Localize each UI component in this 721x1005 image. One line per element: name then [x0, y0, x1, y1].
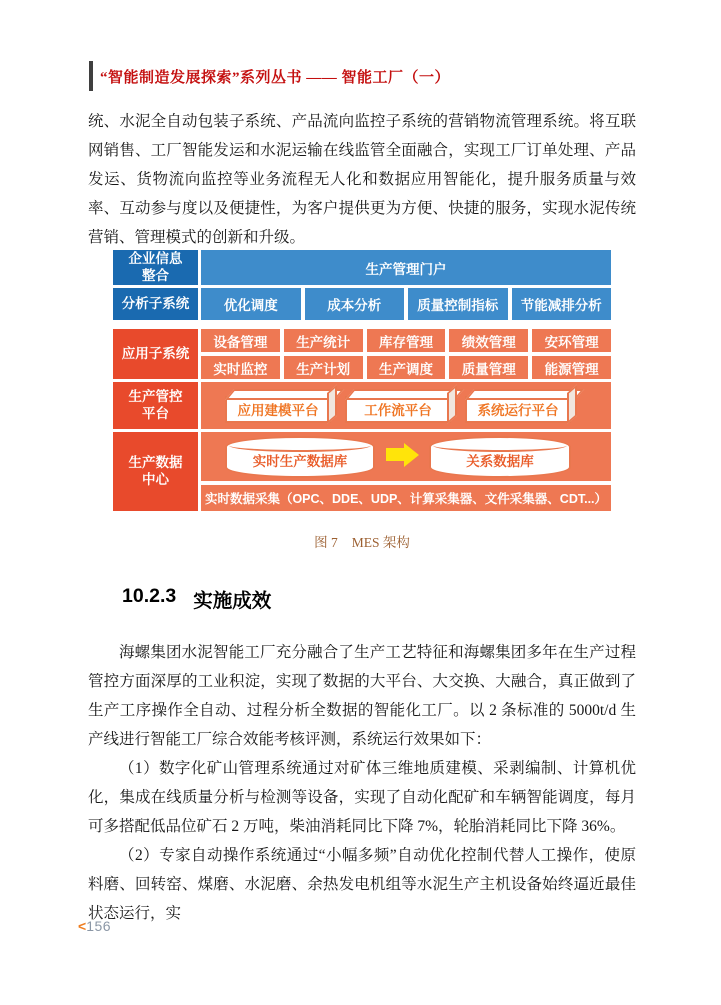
paragraph: （2）专家自动操作系统通过“小幅多频”自动优化控制代替人工操作，使原料磨、回转窑、煤磨、水泥磨、余热发电机组等水泥生产主机设备始终逼近最佳状态运行，实: [88, 847, 636, 922]
footer-marker: <: [78, 918, 87, 934]
header-rule: [89, 61, 93, 91]
body-text-bottom: [88, 638, 636, 928]
box-application: 库存管理: [367, 329, 446, 352]
box-analysis: 成本分析: [305, 288, 405, 320]
figure-caption: [88, 531, 636, 551]
diagram-row-analysis: [113, 288, 611, 320]
figure-title: MES 架构: [351, 535, 410, 550]
row-label-application-subsystem: 应用子系统: [113, 329, 198, 379]
page-footer: [78, 918, 111, 934]
box-production-portal: 生产管理门户: [201, 250, 611, 285]
section-title: 实施成效: [193, 590, 272, 612]
box-analysis: 优化调度: [201, 288, 301, 320]
mes-architecture-diagram: [113, 250, 611, 514]
row-label-data-center: 生产数据 中心: [113, 432, 198, 511]
box-application: 生产统计: [284, 329, 363, 352]
box-application: 质量管理: [449, 356, 528, 379]
body-text-top: [88, 107, 636, 252]
platform-box: 工作流平台: [345, 396, 451, 423]
database-panel: [201, 432, 611, 481]
box-application: 实时监控: [201, 356, 280, 379]
paragraph: 海螺集团水泥智能工厂充分融合了生产工艺特征和海螺集团多年在生产过程管控方面深厚的工业积淀，实现了数据的大平台、大交换、大融合，真正做到了生产工序操作全自动、过程分析全数据的智能化工厂。以 2 条标准的 5000t/d 生产线进行智能工厂综合效能考核评测，系统运行效果如下：: [88, 644, 636, 748]
paragraph: （1）数字化矿山管理系统通过对矿体三维地质建模、采剥编制、计算机优化，集成在线质量分析与检测等设备，实现了自动化配矿和车辆智能调度，每月可多搭配低品位矿石 2 万吨，柴油消耗同比下降 7%，轮胎消耗同比下降 36%。: [88, 760, 636, 835]
series-title: “智能制造发展探索”系列丛书 —— 智能工厂（一）: [100, 69, 451, 86]
platform-box: 系统运行平台: [465, 396, 571, 423]
data-collection-bar: 实时数据采集（OPC、DDE、UDP、计算采集器、文件采集器、CDT...）: [201, 485, 611, 511]
figure-number: 图 7: [314, 535, 338, 550]
box-application: 绩效管理: [449, 329, 528, 352]
box-analysis: 节能减排分析: [512, 288, 612, 320]
page-header: [89, 61, 450, 91]
box-application: 生产调度: [367, 356, 446, 379]
section-heading: [122, 585, 271, 613]
database-cylinder-realtime: 实时生产数据库: [225, 436, 375, 478]
row-label-enterprise-info: 企业信息 整合: [113, 250, 198, 285]
box-application: 安环管理: [532, 329, 611, 352]
box-application: 设备管理: [201, 329, 280, 352]
box-application: 能源管理: [532, 356, 611, 379]
section-number: 10.2.3: [122, 585, 177, 607]
row-label-analysis-subsystem: 分析子系统: [113, 288, 198, 320]
row-label-control-platform: 生产管控 平台: [113, 382, 198, 429]
paragraph: 统、水泥全自动包装子系统、产品流向监控子系统的营销物流管理系统。将互联网销售、工厂智能发运和水泥运输在线监管全面融合，实现工厂订单处理、产品发运、货物流向监控等业务流程无人化和数据应用智能化，提升服务质量与效率、互动参与度以及便捷性，为客户提供更为方便、快捷的服务，实现水泥传统营销、管理模式的创新和升级。: [88, 113, 636, 246]
arrow-right-icon: [386, 443, 419, 467]
database-cylinder-relational: 关系数据库: [429, 436, 571, 478]
platform-panel: [201, 382, 611, 429]
box-application: 生产计划: [284, 356, 363, 379]
box-analysis: 质量控制指标: [408, 288, 508, 320]
diagram-row-data-center: [113, 432, 611, 511]
diagram-row-enterprise: [113, 250, 611, 285]
diagram-row-application: [113, 329, 611, 379]
diagram-row-control-platform: [113, 382, 611, 429]
page-number: 156: [86, 918, 112, 934]
platform-box: 应用建模平台: [225, 396, 331, 423]
